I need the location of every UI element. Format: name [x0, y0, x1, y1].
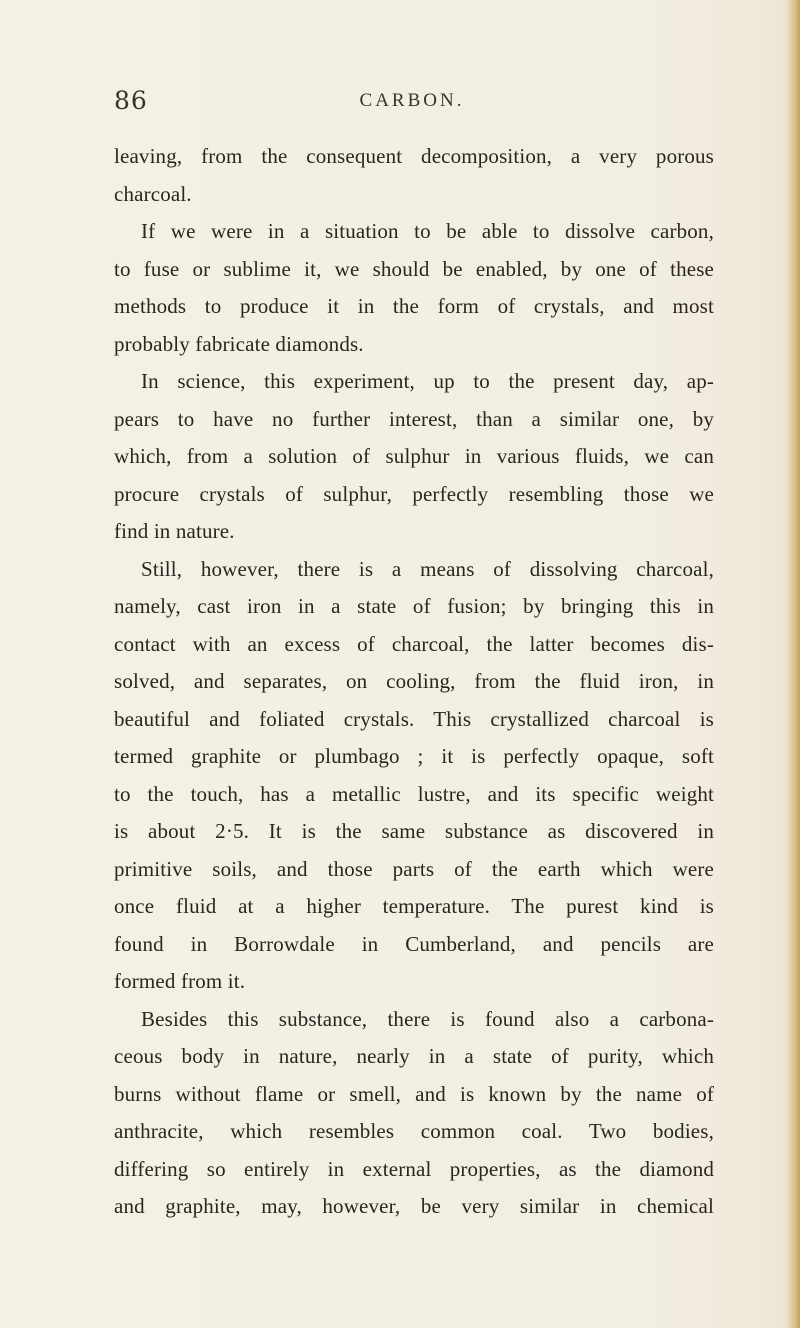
text-line: which, from a solution of sulphur in various fluids, we can	[114, 444, 714, 468]
text-line: burns without flame or smell, and is known by the name of	[114, 1081, 714, 1106]
text-line: charcoal.	[114, 181, 192, 206]
text-line: once fluid at a higher temperature. The purest kind is	[114, 894, 714, 918]
text-line: leaving, from the consequent decomposition, a very porous	[114, 144, 714, 168]
text-line: ceous body in nature, nearly in a state of purity, which	[114, 1044, 714, 1068]
text-line: formed from it.	[114, 969, 246, 993]
text-line: If we were in a situation to be able to dissolve carbon,	[141, 219, 714, 243]
page-number: 86	[114, 86, 148, 115]
page-header	[114, 86, 710, 126]
text-line: In science, this experiment, up to the present day, ap-	[141, 369, 714, 393]
text-line: namely, cast iron in a state of fusion; by bringing this in	[114, 594, 714, 618]
text-line: anthracite, which resembles common coal. Two bodies,	[114, 1119, 714, 1143]
body-text	[114, 138, 714, 1226]
text-line: found in Borrowdale in Cumberland, and pencils are	[114, 931, 714, 956]
text-line: find in nature.	[114, 519, 235, 543]
text-line: Besides this substance, there is found also a carbona-	[141, 1006, 714, 1031]
text-line: beautiful and foliated crystals. This crystallized charcoal is	[114, 706, 714, 731]
text-line: methods to produce it in the form of crystals, and most	[114, 294, 714, 318]
text-line: to fuse or sublime it, we should be enabled, by one of these	[114, 256, 714, 281]
text-line: termed graphite or plumbago ; it is perfectly opaque, soft	[114, 744, 714, 768]
text-line: Still, however, there is a means of dissolving charcoal,	[141, 556, 714, 581]
text-line: to the touch, has a metallic lustre, and its specific weight	[114, 781, 714, 806]
running-head: CARBON.	[359, 90, 465, 111]
text-line: differing so entirely in external properties, as the diamond	[114, 1156, 714, 1181]
text-line: contact with an excess of charcoal, the latter becomes dis-	[114, 631, 714, 656]
text-line: is about 2·5. It is the same substance as discovered in	[114, 819, 714, 843]
text-line: pears to have no further interest, than a similar one, by	[114, 406, 714, 431]
text-line: and graphite, may, however, be very similar in chemical	[114, 1194, 714, 1218]
text-line: primitive soils, and those parts of the earth which were	[114, 856, 714, 881]
text-line: procure crystals of sulphur, perfectly resembling those we	[114, 481, 714, 506]
page-edge-shadow	[786, 0, 800, 1328]
text-line: probably fabricate diamonds.	[114, 331, 364, 356]
text-line: solved, and separates, on cooling, from the fluid iron, in	[114, 669, 714, 693]
